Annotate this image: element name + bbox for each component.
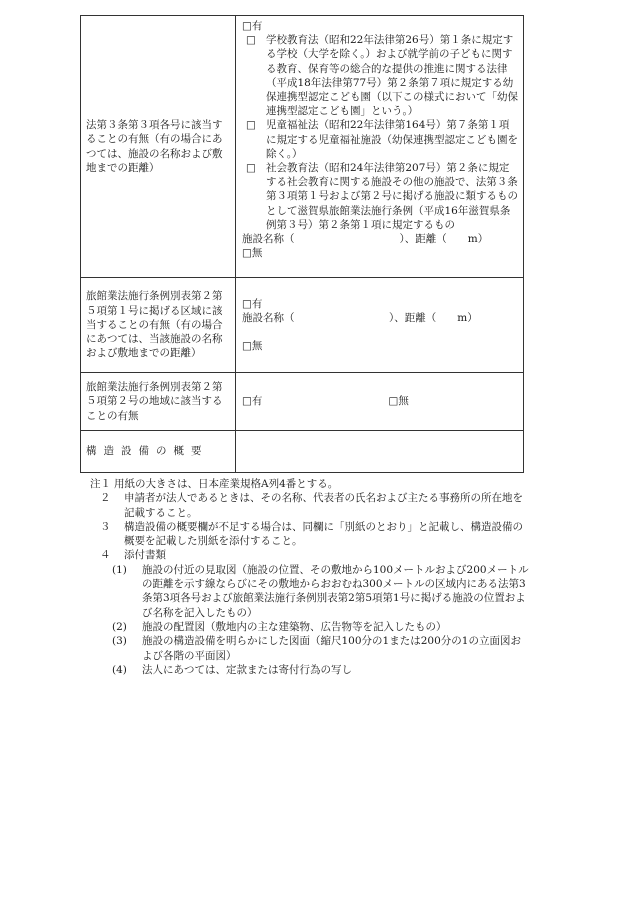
row-ordinance-zone: [81, 278, 524, 373]
attachment-3-number: (3): [112, 635, 127, 648]
note-4: [100, 548, 530, 562]
school-checkbox[interactable]: □: [246, 34, 256, 47]
row-ordinance-area: [81, 373, 524, 431]
row1-facility-name-distance-field[interactable]: 施設名称（ ）、距離（ m）: [242, 233, 489, 246]
row3-label: 旅館業法施行条例別表第２第５項第２号の地域に該当することの有無: [81, 373, 236, 431]
note-4-number: ４: [100, 549, 111, 562]
attachment-4-text: 法人にあつては、定款または寄付行為の写し: [142, 663, 352, 676]
note-2: [100, 491, 530, 520]
row2-value: [236, 278, 524, 373]
row-structure-overview: [81, 431, 524, 473]
row1-option-school: [242, 33, 519, 118]
note-1-number: 注１: [90, 478, 111, 490]
row2-no-checkbox[interactable]: □無: [242, 340, 263, 353]
attachment-1-number: (1): [112, 563, 127, 576]
attachment-1-text: 施設の付近の見取図（施設の位置、その敷地から100メートルおよび200メートルの距離を示す線ならびにその敷地からおおむね300メートルの区域内にある法第3条第3項各号および旅館業法施行条例別表第2第5項第1号に掲げる施設の位置および名称を記入したもの）: [142, 563, 529, 619]
attachment-1: [112, 563, 530, 620]
notes-section: [90, 477, 530, 677]
row4-label: 構造設備の概要: [81, 431, 236, 473]
attachment-3: [112, 634, 530, 663]
note-3: [100, 520, 530, 549]
attachment-4-number: (4): [112, 663, 127, 676]
row2-facility-name-distance-field[interactable]: 施設名称（ ）、距離（ m）: [242, 311, 478, 324]
row1-option-social-education: [242, 161, 519, 232]
row3-value: [236, 373, 524, 431]
structure-overview-field[interactable]: [236, 431, 524, 473]
note-2-text: 申請者が法人であるときは、その名称、代表者の氏名および主たる事務所の所在地を記載すること。: [124, 492, 523, 519]
child-welfare-option-text: 児童福祉法（昭和22年法律第164号）第７条第１項に規定する児童福祉施設（幼保連携型認定こども園を除く。）: [266, 119, 518, 160]
attachment-2-number: (2): [112, 620, 127, 633]
note-1-text: 用紙の大きさは、日本産業規格A列4番とする。: [114, 478, 339, 490]
note-1: [90, 477, 530, 491]
row3-yes-checkbox[interactable]: □有: [242, 395, 263, 408]
row3-no-checkbox[interactable]: □無: [388, 395, 409, 408]
attachment-3-text: 施設の構造設備を明らかにした図面（縮尺100分の1または200分の1の立面図および各階の平面図）: [142, 635, 521, 662]
attachment-2-text: 施設の配置図（敷地内の主な建築物、広告物等を記入したもの）: [142, 620, 447, 633]
child-welfare-checkbox[interactable]: □: [246, 119, 256, 132]
row1-value: [236, 16, 524, 278]
attachment-2: [112, 620, 530, 634]
row2-label: 旅館業法施行条例別表第２第５項第１号に掲げる区域に該当することの有無（有の場合にあつては、当該施設の名称および敷地までの距離）: [81, 278, 236, 373]
form-table: [80, 15, 524, 473]
row1-option-child-welfare: [242, 118, 519, 161]
row-article3-facilities: [81, 16, 524, 278]
row2-yes-checkbox[interactable]: □有: [242, 297, 263, 310]
row1-no-checkbox[interactable]: □無: [242, 247, 263, 260]
row1-label: 法第３条第３項各号に該当することの有無（有の場合にあつては、施設の名称および敷地までの距離）: [81, 16, 236, 278]
note-2-number: ２: [100, 492, 111, 505]
school-option-text: 学校教育法（昭和22年法律第26号）第１条に規定する学校（大学を除く。）および就学前の子どもに関する教育、保育等の総合的な提供の推進に関する法律（平成18年法律第77号）第２条第７項に規定する幼保連携型認定こども園（以下この様式において「幼保連携型認定こども園」という。）: [266, 34, 518, 118]
note-3-number: ３: [100, 520, 111, 533]
note-4-text: 添付書類: [124, 549, 166, 562]
attachment-4: [112, 663, 530, 677]
social-education-option-text: 社会教育法（昭和24年法律第207号）第２条に規定する社会教育に関する施設その他の施設で、法第３条第３項第１号および第２号に掲げる施設に類するものとして滋賀県旅館業法施行条例（平成16年滋賀県条例第３号）第２条第１項に規定するもの: [266, 162, 518, 231]
social-education-checkbox[interactable]: □: [246, 162, 256, 175]
row1-yes-checkbox[interactable]: □有: [242, 20, 263, 32]
note-3-text: 構造設備の概要欄が不足する場合は、同欄に「別紙のとおり」と記載し、構造設備の概要を記載した別紙を添付すること。: [124, 520, 523, 548]
